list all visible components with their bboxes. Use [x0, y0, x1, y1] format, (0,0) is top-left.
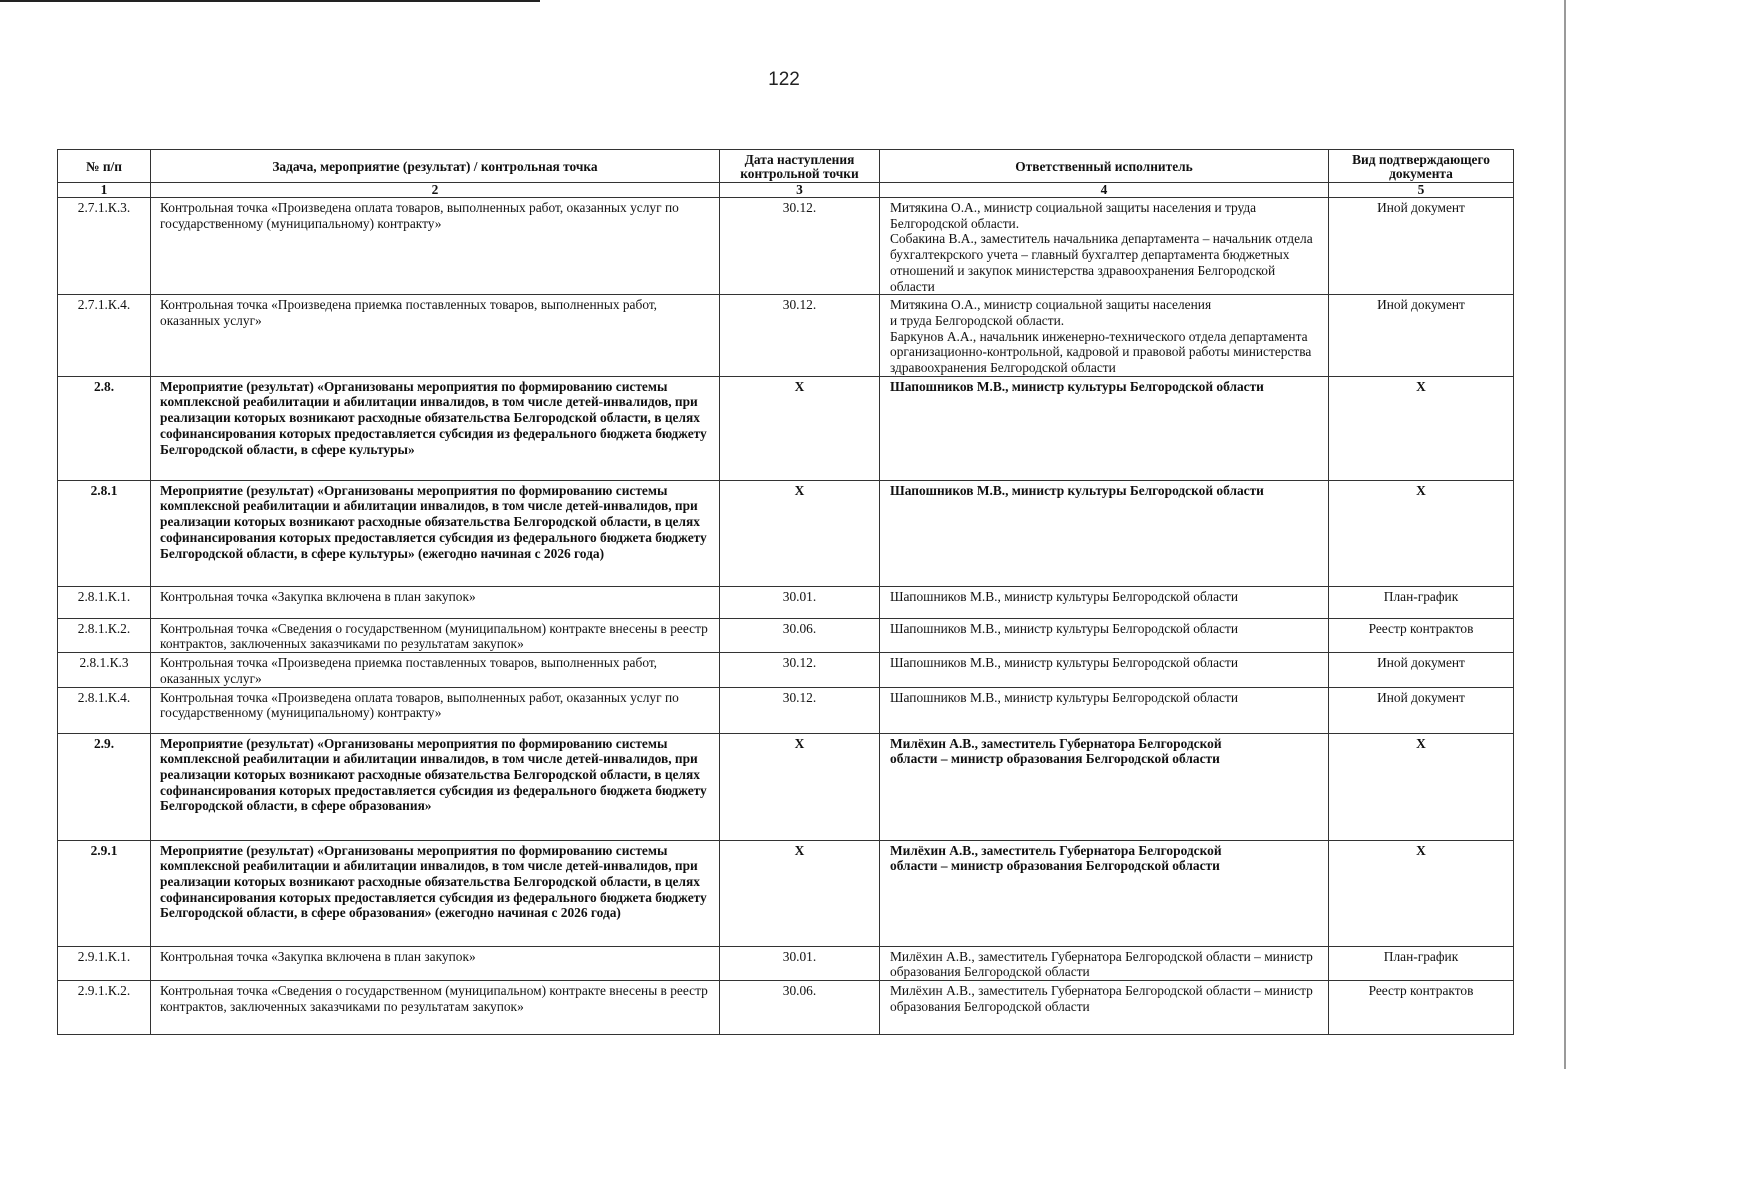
- cell-number: 2.8.1.К.4.: [58, 687, 151, 733]
- cell-number: 2.8.1.К.1.: [58, 586, 151, 618]
- cell-number: 2.8.1.К.2.: [58, 618, 151, 652]
- header-task: Задача, мероприятие (результат) / контрольная точка: [151, 150, 720, 183]
- cell-date: Х: [720, 480, 880, 586]
- table-row: [58, 733, 1514, 840]
- cell-date: 30.12.: [720, 295, 880, 377]
- cell-task: Контрольная точка «Закупка включена в план закупок»: [151, 946, 720, 980]
- cell-number: 2.7.1.К.4.: [58, 295, 151, 377]
- cell-document: Иной документ: [1329, 653, 1514, 687]
- column-number: 3: [720, 183, 880, 198]
- cell-executor: Милёхин А.В., заместитель Губернатора Белгородской области – министр образования Белгородской области: [880, 840, 1329, 946]
- header-date: Дата наступления контрольной точки: [720, 150, 880, 183]
- cell-date: Х: [720, 840, 880, 946]
- cell-executor: Митякина О.А., министр социальной защиты населения и труда Белгородской области. Баркунов А.А., начальник инженерно-технического отдела департамента организационно-контрольной, кадровой и правовой работы министерства здравоохранения Белгородской области: [880, 295, 1329, 377]
- table-row: [58, 480, 1514, 586]
- column-number: 5: [1329, 183, 1514, 198]
- cell-executor: Милёхин А.В., заместитель Губернатора Белгородской области – министр образования Белгородской области: [880, 980, 1329, 1034]
- cell-number: 2.8.: [58, 376, 151, 480]
- cell-task: Контрольная точка «Закупка включена в план закупок»: [151, 586, 720, 618]
- cell-document: Иной документ: [1329, 687, 1514, 733]
- cell-task: Контрольная точка «Произведена приемка поставленных товаров, выполненных работ, оказанных услуг»: [151, 295, 720, 377]
- cell-task: Контрольная точка «Произведена приемка поставленных товаров, выполненных работ, оказанных услуг»: [151, 653, 720, 687]
- header-executor: Ответственный исполнитель: [880, 150, 1329, 183]
- cell-date: 30.01.: [720, 946, 880, 980]
- header-num: № п/п: [58, 150, 151, 183]
- scan-edge-top: [0, 0, 540, 2]
- cell-executor: Милёхин А.В., заместитель Губернатора Белгородской области – министр образования Белгородской области: [880, 733, 1329, 840]
- cell-document: Иной документ: [1329, 295, 1514, 377]
- cell-document: План-график: [1329, 946, 1514, 980]
- table-row: [58, 687, 1514, 733]
- table-row: [58, 653, 1514, 687]
- table-row: [58, 618, 1514, 652]
- cell-number: 2.9.1.К.1.: [58, 946, 151, 980]
- table-row: [58, 980, 1514, 1034]
- cell-date: Х: [720, 733, 880, 840]
- cell-executor: Шапошников М.В., министр культуры Белгородской области: [880, 376, 1329, 480]
- cell-date: Х: [720, 376, 880, 480]
- cell-document: Х: [1329, 376, 1514, 480]
- cell-task: Контрольная точка «Сведения о государственном (муниципальном) контракте внесены в реестр контрактов, заключенных заказчиками по результатам закупок»: [151, 618, 720, 652]
- scan-edge-right: [1564, 0, 1566, 1069]
- cell-task: Контрольная точка «Произведена оплата товаров, выполненных работ, оказанных услуг по государственному (муниципальному) контракту»: [151, 687, 720, 733]
- cell-number: 2.9.: [58, 733, 151, 840]
- table-row: [58, 946, 1514, 980]
- cell-number: 2.8.1.К.3: [58, 653, 151, 687]
- cell-date: 30.06.: [720, 618, 880, 652]
- cell-document: Х: [1329, 480, 1514, 586]
- cell-executor: Митякина О.А., министр социальной защиты населения и труда Белгородской области. Собакина В.А., заместитель начальника департамента – начальник отдела бухгалтекрского учета – главный бухгалтер департамента бюджетных отношений и закупок министерства здравоохранения Белгородской области: [880, 198, 1329, 295]
- cell-document: Иной документ: [1329, 198, 1514, 295]
- cell-task: Мероприятие (результат) «Организованы мероприятия по формированию системы комплексной реабилитации и абилитации инвалидов, в том числе детей-инвалидов, при реализации которых возникают расходные обязательства Белгородской области, в целях софинансирования которых предоставляется субсидия из федерального бюджета бюджету Белгородской области, в сфере образования»: [151, 733, 720, 840]
- cell-number: 2.9.1: [58, 840, 151, 946]
- cell-task: Мероприятие (результат) «Организованы мероприятия по формированию системы комплексной реабилитации и абилитации инвалидов, в том числе детей-инвалидов, при реализации которых возникают расходные обязательства Белгородской области, в целях софинансирования которых предоставляется субсидия из федерального бюджета бюджету Белгородской области, в сфере культуры»: [151, 376, 720, 480]
- column-number: 2: [151, 183, 720, 198]
- table-row: [58, 376, 1514, 480]
- cell-date: 30.01.: [720, 586, 880, 618]
- cell-document: Реестр контрактов: [1329, 980, 1514, 1034]
- table-row: [58, 586, 1514, 618]
- cell-date: 30.12.: [720, 198, 880, 295]
- cell-executor: Милёхин А.В., заместитель Губернатора Белгородской области – министр образования Белгородской области: [880, 946, 1329, 980]
- cell-number: 2.7.1.К.3.: [58, 198, 151, 295]
- cell-number: 2.8.1: [58, 480, 151, 586]
- cell-executor: Шапошников М.В., министр культуры Белгородской области: [880, 687, 1329, 733]
- cell-date: 30.06.: [720, 980, 880, 1034]
- column-number: 4: [880, 183, 1329, 198]
- control-points-table: [57, 149, 1514, 1035]
- cell-executor: Шапошников М.В., министр культуры Белгородской области: [880, 586, 1329, 618]
- cell-document: Реестр контрактов: [1329, 618, 1514, 652]
- cell-executor: Шапошников М.В., министр культуры Белгородской области: [880, 618, 1329, 652]
- cell-document: Х: [1329, 840, 1514, 946]
- table-row: [58, 198, 1514, 295]
- cell-document: Х: [1329, 733, 1514, 840]
- cell-date: 30.12.: [720, 653, 880, 687]
- cell-executor: Шапошников М.В., министр культуры Белгородской области: [880, 480, 1329, 586]
- cell-task: Мероприятие (результат) «Организованы мероприятия по формированию системы комплексной реабилитации и абилитации инвалидов, в том числе детей-инвалидов, при реализации которых возникают расходные обязательства Белгородской области, в целях софинансирования которых предоставляется субсидия из федерального бюджета бюджету Белгородской области, в сфере культуры» (ежегодно начиная с 2026 года): [151, 480, 720, 586]
- table-row: [58, 840, 1514, 946]
- cell-number: 2.9.1.К.2.: [58, 980, 151, 1034]
- column-number: 1: [58, 183, 151, 198]
- cell-task: Мероприятие (результат) «Организованы мероприятия по формированию системы комплексной реабилитации и абилитации инвалидов, в том числе детей-инвалидов, при реализации которых возникают расходные обязательства Белгородской области, в целях софинансирования которых предоставляется субсидия из федерального бюджета бюджету Белгородской области, в сфере образования» (ежегодно начиная с 2026 года): [151, 840, 720, 946]
- page-number: 122: [768, 69, 800, 90]
- table-row: [58, 295, 1514, 377]
- cell-document: План-график: [1329, 586, 1514, 618]
- cell-task: Контрольная точка «Произведена оплата товаров, выполненных работ, оказанных услуг по государственному (муниципальному) контракту»: [151, 198, 720, 295]
- header-document: Вид подтверждающего документа: [1329, 150, 1514, 183]
- cell-executor: Шапошников М.В., министр культуры Белгородской области: [880, 653, 1329, 687]
- column-number-row: [58, 183, 1514, 198]
- cell-date: 30.12.: [720, 687, 880, 733]
- cell-task: Контрольная точка «Сведения о государственном (муниципальном) контракте внесены в реестр контрактов, заключенных заказчиками по результатам закупок»: [151, 980, 720, 1034]
